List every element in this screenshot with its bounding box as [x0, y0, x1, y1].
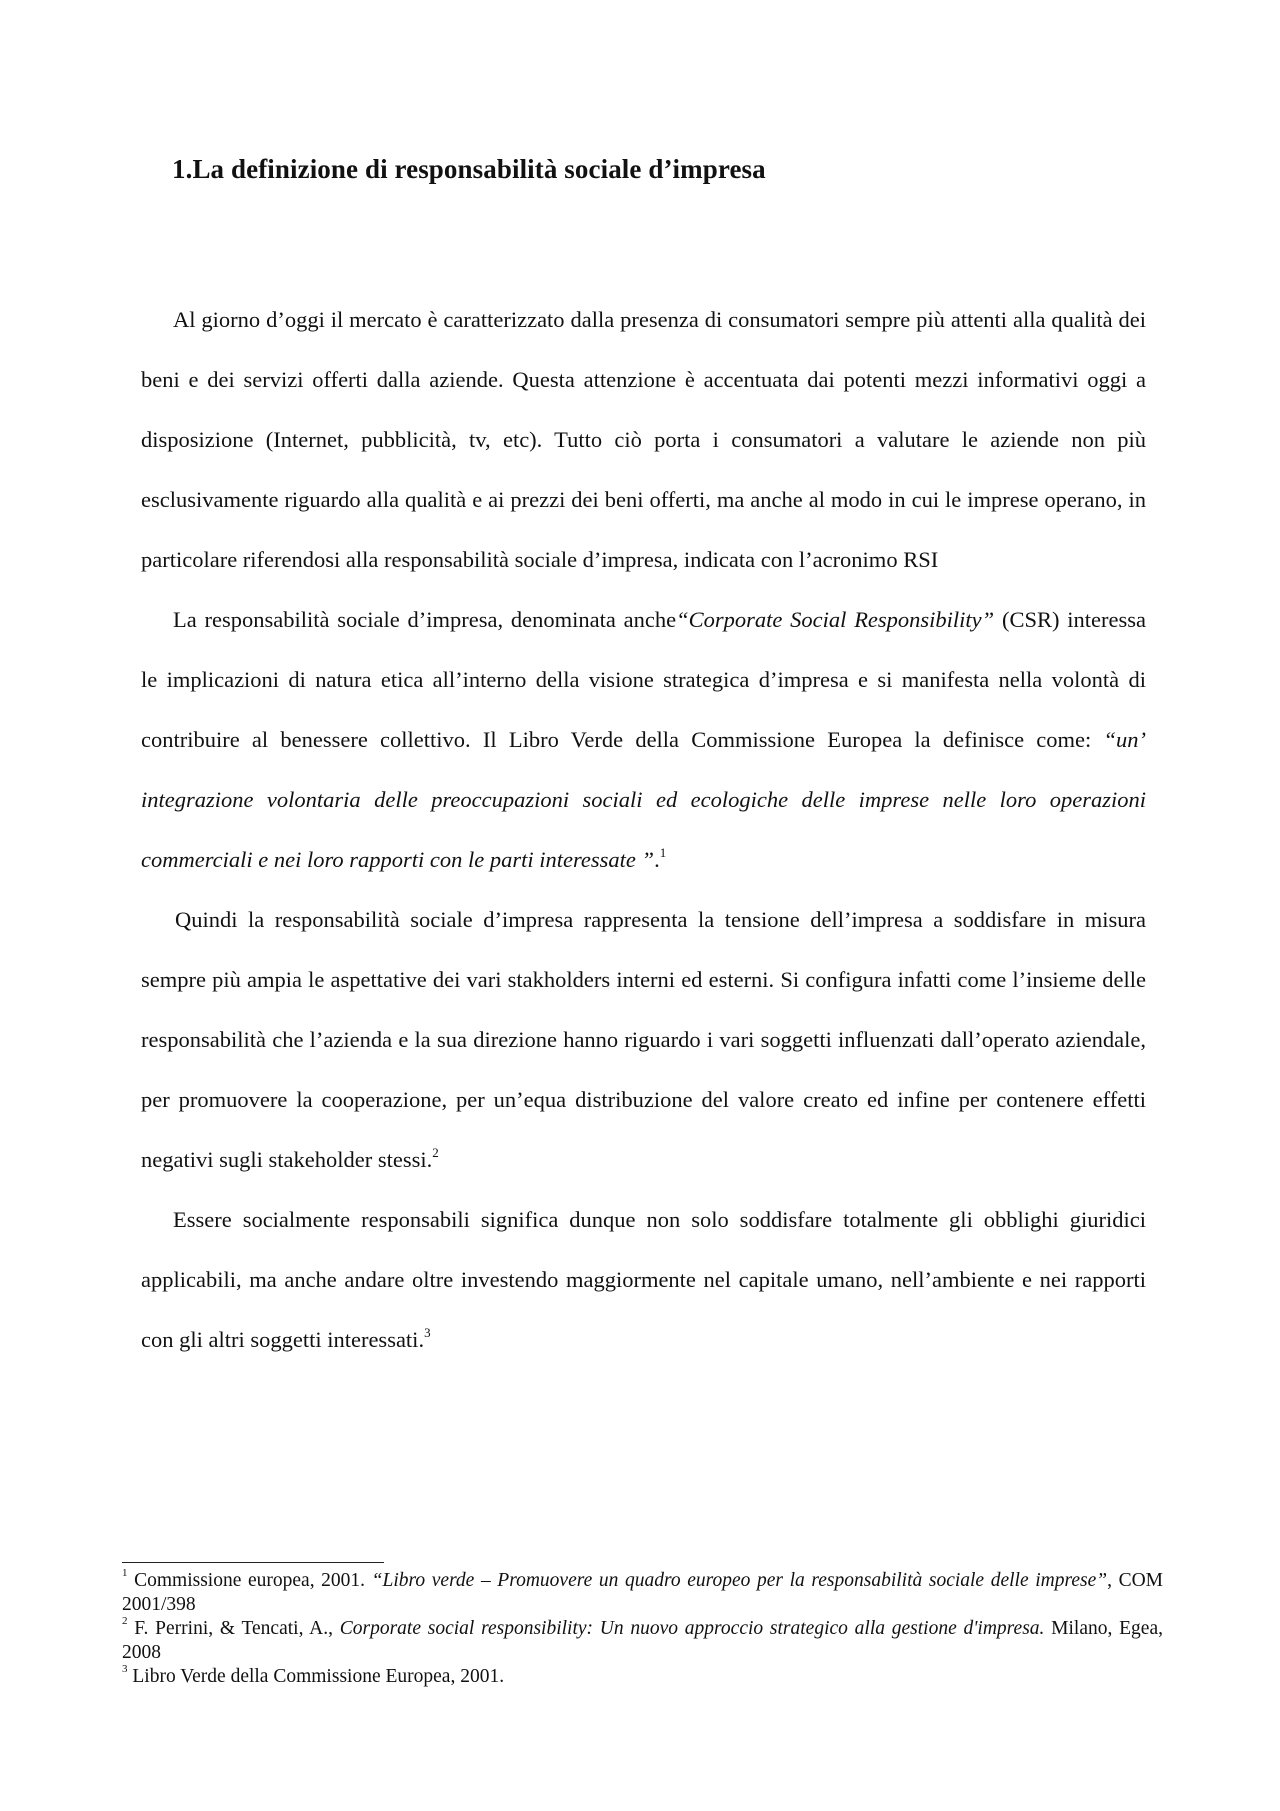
footnote-3-source: Libro Verde della Commissione Europea, 2001. — [127, 1666, 505, 1687]
footnote-ref-2[interactable]: 2 — [432, 1144, 439, 1160]
footnote-number: 1 — [122, 1566, 128, 1579]
footnote-2 — [122, 1614, 1163, 1665]
paragraph-2 — [141, 590, 1146, 890]
paragraph-2-end: . — [654, 847, 660, 872]
paragraph-3 — [141, 890, 1146, 1190]
paragraph-4-text: Essere socialmente responsabili significa dunque non solo soddisfare totalmente gli obblighi giuridici applicabili, ma anche andare oltre investendo maggiormente nel capitale umano, nell’ambiente e nei rapporti con gli altri soggetti interessati. — [141, 1207, 1146, 1352]
csr-term: “Corporate Social Responsibility” — [676, 607, 995, 632]
footnote-1-title: “Libro verde – Promuovere un quadro europeo per la responsabilità sociale delle imprese” — [371, 1570, 1108, 1591]
footnote-1 — [122, 1566, 1163, 1617]
footnote-ref-1[interactable]: 1 — [659, 844, 667, 860]
paragraph-2-intro: La responsabilità sociale d’impresa, denominata anche — [173, 607, 677, 632]
footnote-2-publisher: Milano, Egea, 2008 — [122, 1618, 1163, 1663]
footnote-1-source: Commissione europea, 2001. — [127, 1570, 372, 1591]
footnote-2-title: Corporate social responsibility: Un nuovo approccio strategico alla gestione d'impresa. — [339, 1618, 1045, 1639]
paragraph-1: Al giorno d’oggi il mercato è caratterizzato dalla presenza di consumatori sempre più attenti alla qualità dei beni e dei servizi offerti dalla aziende. Questa attenzione è accentuata dai potenti mezzi informativi oggi a disposizione (Internet, pubblicità, tv, etc). Tutto ciò porta i consumatori a valutare le aziende non più esclusivamente riguardo alla qualità e ai prezzi dei beni offerti, ma anche al modo in cui le imprese operano, in particolare riferendosi alla responsabilità sociale d’impresa, indicata con l’acronimo RSI — [141, 307, 1146, 572]
libro-verde-quote: “un’ integrazione volontaria delle preoccupazioni sociali ed ecologiche delle imprese nelle loro operazioni commerciali e nei loro rapporti con le parti interessate ” — [141, 727, 1146, 872]
body-text — [141, 290, 1146, 1370]
footnote-separator — [122, 1562, 384, 1563]
section-heading: 1.La definizione di responsabilità sociale d’impresa — [172, 154, 766, 184]
paragraph-3-text: Quindi la responsabilità sociale d’impresa rappresenta la tensione dell’impresa a soddisfare in misura sempre più ampia le aspettative dei vari stakholders interni ed esterni. Si configura infatti come l’insieme delle responsabilità che l’azienda e la sua direzione hanno riguardo i vari soggetti influenzati dall’operato aziendale, per promuovere la cooperazione, per un’equa distribuzione del valore creato ed infine per contenere effetti negativi sugli stakeholder stessi. — [141, 907, 1146, 1172]
paragraph-4 — [141, 1190, 1146, 1370]
footnote-2-authors: F. Perrini, & Tencati, A., — [127, 1618, 340, 1639]
footnote-number: 3 — [122, 1662, 128, 1675]
footnote-3 — [122, 1662, 1163, 1689]
footnotes — [122, 1566, 1163, 1689]
paragraph-2-body: (CSR) interessa le implicazioni di natura etica all’interno della visione strategica d’impresa e si manifesta nella volontà di contribuire al benessere collettivo. Il Libro Verde della Commissione Europea la definisce come: — [141, 607, 1146, 752]
footnote-number: 2 — [122, 1614, 128, 1627]
footnote-ref-3[interactable]: 3 — [424, 1324, 431, 1340]
footnote-1-ref: , COM 2001/398 — [122, 1570, 1163, 1615]
